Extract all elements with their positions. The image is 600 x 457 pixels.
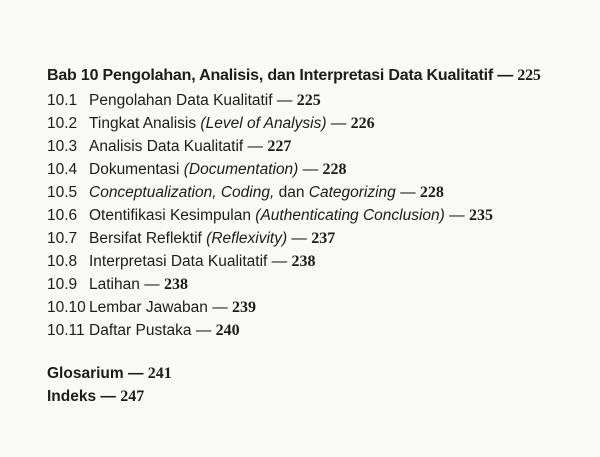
section-number: 10.4 [47, 161, 78, 178]
section-title: Conceptualization, Coding, [89, 184, 275, 201]
section-title: dan [274, 184, 309, 201]
page-number: 228 [322, 161, 347, 178]
toc-entry[interactable] [47, 204, 587, 227]
dash: — [267, 253, 292, 270]
page-number: 235 [468, 207, 493, 224]
toc-entry[interactable] [47, 112, 587, 135]
dash: — [444, 207, 469, 224]
section-number: 10.8 [47, 253, 78, 270]
section-number: 10.5 [47, 184, 78, 201]
entry-title: Indeks [47, 388, 97, 405]
dash: — [243, 138, 268, 155]
page-number: 238 [163, 276, 188, 293]
page-number: 241 [147, 365, 172, 382]
section-title: (Reflexivity) [206, 230, 288, 247]
section-title: Tingkat Analisis [89, 115, 201, 132]
section-title: Pengolahan Data Kualitatif [89, 92, 273, 109]
section-number: 10.3 [47, 138, 78, 155]
chapter-page-number: 225 [517, 67, 541, 84]
entry-title: Glosarium [47, 365, 124, 382]
section-title: Latihan [89, 276, 140, 293]
page-number: 239 [232, 299, 257, 316]
toc-entry[interactable] [47, 296, 587, 319]
section-title: Categorizing [308, 184, 396, 201]
section-title: Dokumentasi [89, 161, 184, 178]
chapter-title: Bab 10 Pengolahan, Analisis, dan Interpretasi Data Kualitatif [47, 67, 493, 84]
section-number: 10.9 [47, 276, 78, 293]
back-matter-entry[interactable] [47, 385, 172, 408]
section-number: 10.2 [47, 115, 78, 132]
section-number: 10.6 [47, 207, 78, 224]
toc-entry[interactable] [47, 158, 587, 181]
section-title: Analisis Data Kualitatif [89, 138, 244, 155]
section-title: (Documentation) [183, 161, 299, 178]
page-number: 226 [350, 115, 375, 132]
back-matter-entry[interactable] [47, 362, 172, 385]
section-title: Bersifat Reflektif [89, 230, 207, 247]
toc-entry[interactable] [47, 250, 587, 273]
back-matter-list [47, 362, 172, 408]
dash: — [395, 184, 420, 201]
dash: — [298, 161, 323, 178]
section-title: Otentifikasi Kesimpulan [89, 207, 256, 224]
section-title: (Authenticating Conclusion) [255, 207, 445, 224]
section-number: 10.7 [47, 230, 78, 247]
dash: — [272, 92, 297, 109]
section-title: Interpretasi Data Kualitatif [89, 253, 268, 270]
dash: — [123, 365, 148, 382]
dash: — [287, 230, 312, 247]
toc-entry[interactable] [47, 273, 587, 296]
section-number: 10.11 [47, 322, 85, 339]
page-number: 238 [291, 253, 316, 270]
section-title: Lembar Jawaban [89, 299, 208, 316]
toc-entry[interactable] [47, 319, 587, 342]
section-number: 10.1 [47, 92, 78, 109]
section-title: Daftar Pustaka [89, 322, 192, 339]
toc-entry[interactable] [47, 89, 587, 112]
dash: — [191, 322, 216, 339]
toc-entry[interactable] [47, 135, 587, 158]
page-number: 228 [419, 184, 444, 201]
section-list [47, 89, 587, 342]
section-number: 10.10 [47, 299, 86, 316]
toc-entry[interactable] [47, 227, 587, 250]
page-number: 247 [120, 388, 145, 405]
section-title: (Level of Analysis) [200, 115, 327, 132]
page-number: 240 [215, 322, 240, 339]
dash: — [207, 299, 233, 316]
dash: — [96, 388, 121, 405]
page-number: 227 [267, 138, 292, 155]
page-number: 225 [296, 92, 321, 109]
dash: — [139, 276, 164, 293]
table-of-contents [47, 67, 587, 342]
dash: — [326, 115, 351, 132]
page-number: 237 [311, 230, 336, 247]
chapter-heading: Bab 10 Pengolahan, Analisis, dan Interpretasi Data Kualitatif — 225 [47, 67, 541, 84]
toc-entry[interactable] [47, 181, 587, 204]
